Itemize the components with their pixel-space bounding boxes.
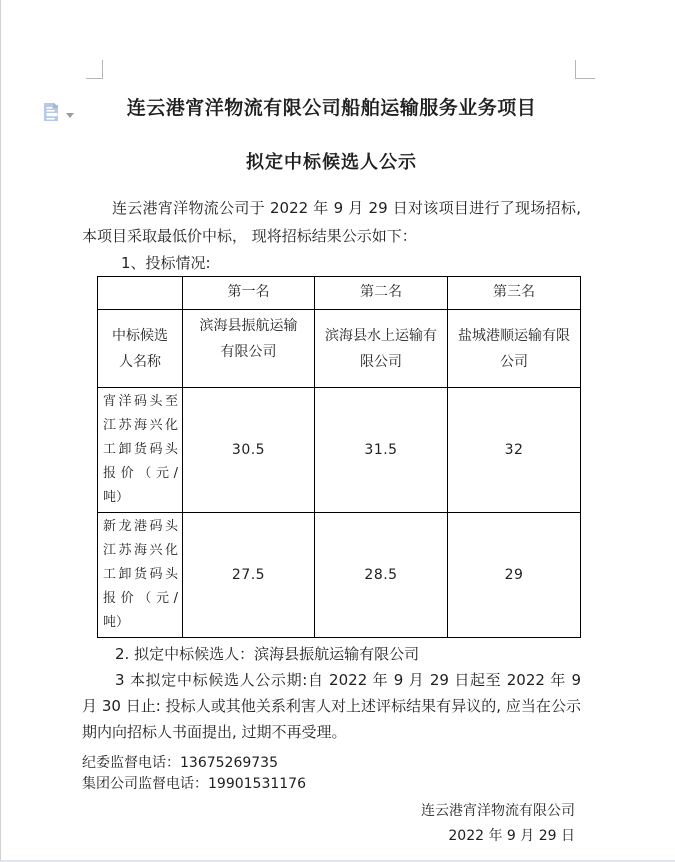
- price-xiaoyang-candidate-2: 31.5: [315, 388, 448, 513]
- section1-label: 1、投标情况:: [121, 254, 211, 272]
- document-content: [82, 0, 581, 849]
- header-cell-second-place: 第二名: [315, 277, 448, 310]
- price-xinlonggang-candidate-3: 29: [448, 513, 581, 638]
- signature-block: [82, 799, 581, 849]
- row-label-candidate-name: 中标候选人名称: [98, 310, 183, 388]
- paragraph-widget-button[interactable]: [42, 102, 74, 126]
- chevron-down-icon[interactable]: [66, 113, 74, 118]
- candidate-3-name: 盐城港顺运输有限公司: [448, 310, 581, 388]
- header-cell-empty: [98, 277, 183, 310]
- section3-publicity-period: 3 本拟定中标候选人公示期:自 2022 年 9 月 29 日起至 2022 年 9 月 30 日止: 投标人或其他关系利害人对上述评标结果有异议的, 应当在公示期内向招标人书面提出, 过期不再受理。: [82, 671, 581, 741]
- signature-company: 连云港宵洋物流有限公司: [421, 803, 575, 819]
- discipline-phone-line: 纪委监督电话：13675269735: [82, 755, 278, 771]
- price-xinlonggang-candidate-2: 28.5: [315, 513, 448, 638]
- header-cell-first-place: 第一名: [183, 277, 315, 310]
- table-row-price-xinlonggang: [98, 513, 581, 638]
- table-row-price-xiaoyang: [98, 388, 581, 513]
- row-label-price-xinlonggang: 新龙港码头江苏海兴化工卸货码头报价（元/吨）: [98, 513, 183, 638]
- document-lines-icon[interactable]: [42, 102, 62, 126]
- candidate-2-name: 滨海县水上运输有限公司: [315, 310, 448, 388]
- section2-selected-candidate: 2. 拟定中标候选人：滨海县振航运输有限公司: [115, 645, 420, 663]
- price-xinlonggang-candidate-1: 27.5: [183, 513, 315, 638]
- table-row-candidate-names: [98, 310, 581, 388]
- intro-paragraph: 连云港宵洋物流公司于 2022 年 9 月 29 日对该项目进行了现场招标, 本项目采取最低价中标， 现将招标结果公示如下：: [82, 199, 581, 245]
- document-subtitle: 拟定中标候选人公示: [246, 152, 417, 173]
- price-xiaoyang-candidate-1: 30.5: [183, 388, 315, 513]
- signature-date: 2022 年 9 月 29 日: [448, 828, 575, 844]
- document-title: 连云港宵洋物流有限公司船舶运输服务业务项目: [126, 97, 537, 119]
- candidate-1-name: 滨海县振航运输有限公司: [183, 310, 315, 388]
- supervision-phones: [82, 753, 581, 795]
- table-header-row: [98, 277, 581, 310]
- bid-results-table: [97, 276, 581, 638]
- group-phone-line: 集团公司监督电话：19901531176: [82, 776, 306, 792]
- price-xiaoyang-candidate-3: 32: [448, 388, 581, 513]
- row-label-price-xiaoyang: 宵洋码头至江苏海兴化工卸货码头报价（元/吨）: [98, 388, 183, 513]
- header-cell-third-place: 第三名: [448, 277, 581, 310]
